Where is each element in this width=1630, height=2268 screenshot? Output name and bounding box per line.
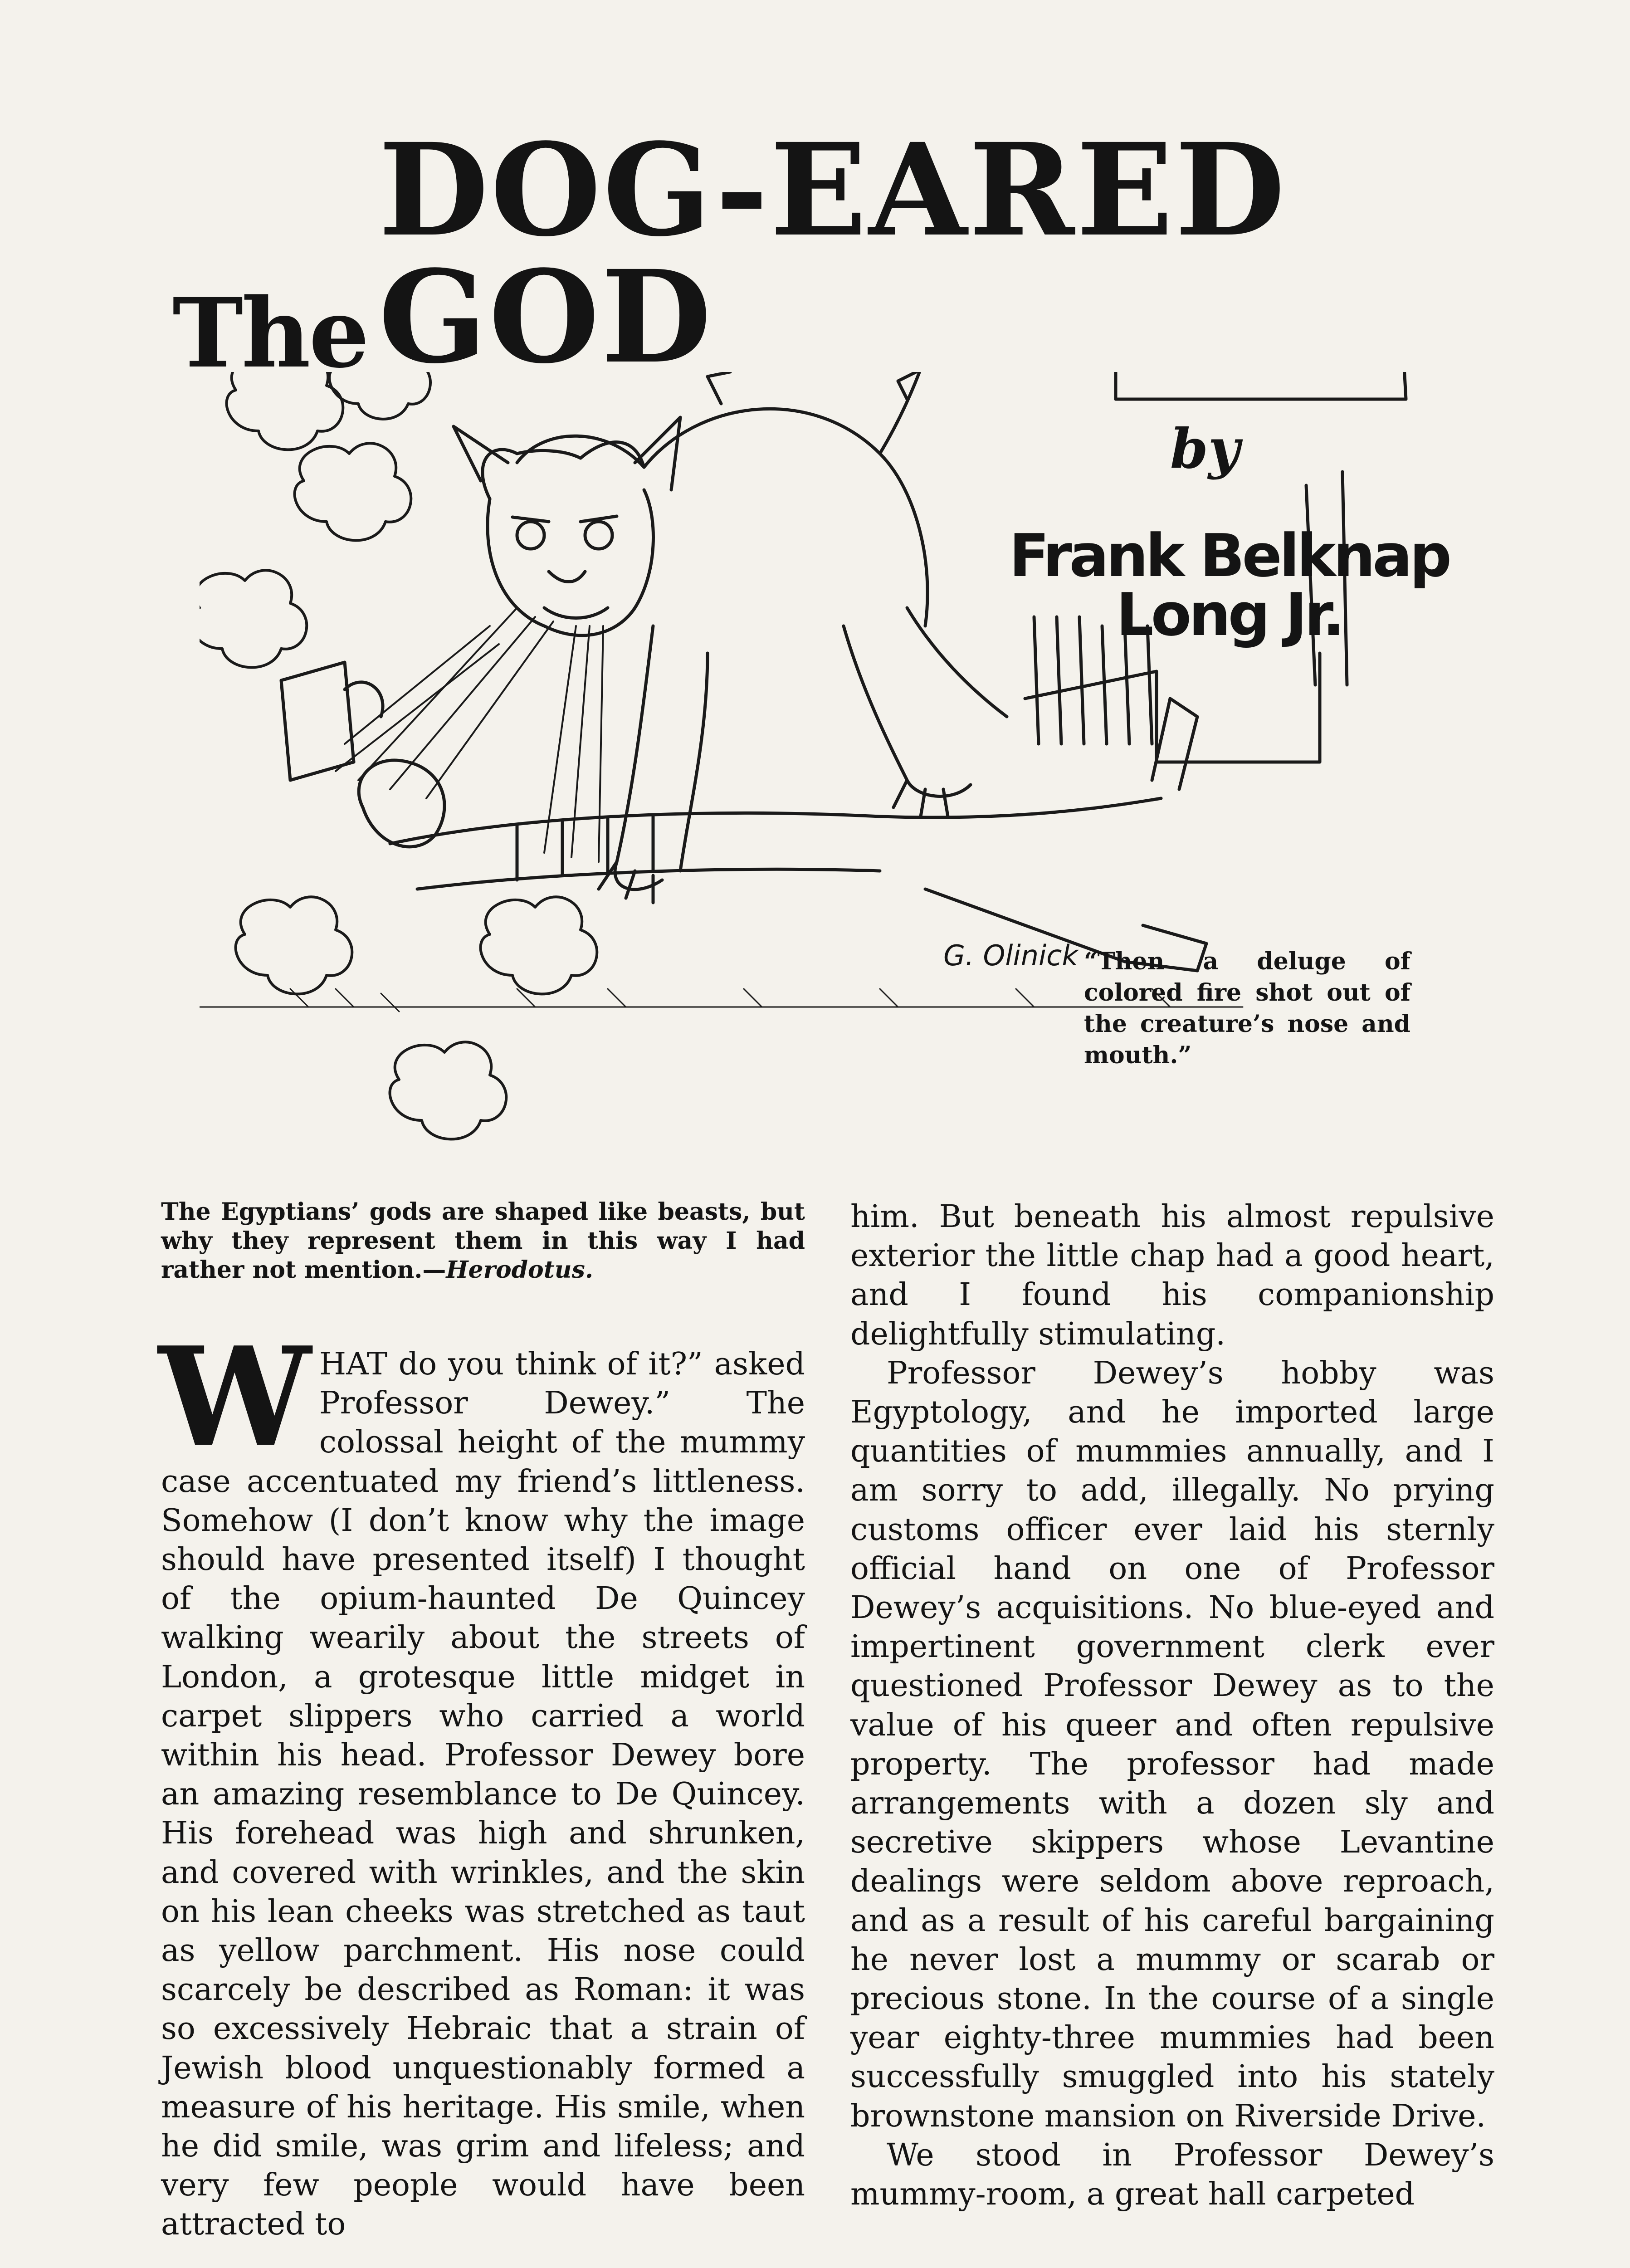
epigraph (161, 1198, 805, 1315)
paragraph: Professor Dewey’s hobby was Egyptology, and he imported large quantities of mummies annually, and I am sorry to add, illegally. No prying customs officer ever laid his sternly official hand on one of Professor Dewey’s acquisitions. No blue-eyed and impertinent government clerk ever questioned Professor Dewey as to the value of his queer and often repulsive property. The professor had made arrangements with a dozen sly and secretive skippers whose Levantine dealings were seldom above reproach, and as a result of his careful bargaining he never lost a mummy or scarab or precious stone. In the course of a single year eighty-three mummies had been successfully smuggled into his stately brownstone mansion on Riverside Drive. (850, 1355, 1494, 2134)
byline-by: by (1170, 417, 1240, 481)
epigraph-text: The Egyptians’ gods are shaped like beasts, but why they represent them in this way I had rather not mention.— (161, 1198, 805, 1284)
illustration-caption: “Then a deluge of colored fire shot out of the creature’s nose and mouth.” (1084, 948, 1410, 1069)
body-column-right (850, 1198, 1494, 2214)
drop-cap: W (158, 1317, 311, 1477)
paragraph (158, 1317, 805, 2244)
artist-signature: G. Olinick (943, 939, 1079, 972)
fallen-man-drawing (281, 662, 1206, 971)
smoke-clouds-drawing (200, 372, 597, 1139)
paragraph: We stood in Professor Dewey’s mummy-room, a great hall carpeted (850, 2137, 1494, 2213)
title-main: DOG-EARED GOD (378, 116, 1287, 392)
body-column-left (158, 1317, 805, 2244)
paragraph-text: HAT do you think of it?” asked Professor Dewey.” The colossal height of the mummy case accentuated my friend’s littleness. Somehow (I don’t know why the image should have presented itself) I thought of the opium-haunted De Quincey walking wearily about the streets of London, a grotesque little midget in carpet slippers who carried a world within his head. Professor Dewey bore an amazing resemblance to De Quincey. His forehead was high and shrunken, and covered with wrinkles, and the skin on his lean cheeks was stretched as taut as yellow parchment. His nose could scarcely be described as Roman: it was so excessively Hebraic that a strain of Jewish blood unquestionably formed a measure of his heritage. His smile, when he did smile, was grim and lifeless; and very few people would have been attracted to (161, 1346, 805, 2243)
title-prefix: The (172, 277, 368, 389)
paragraph: him. But beneath his almost repulsive exterior the little chap had a good heart, and I found his companionship delightfully stimulating. (850, 1199, 1494, 1352)
story-title (172, 116, 1397, 392)
byline-author: Frank Belknap Long Jr. (1009, 521, 1449, 649)
epigraph-citation: Herodotus. (446, 1256, 593, 1284)
